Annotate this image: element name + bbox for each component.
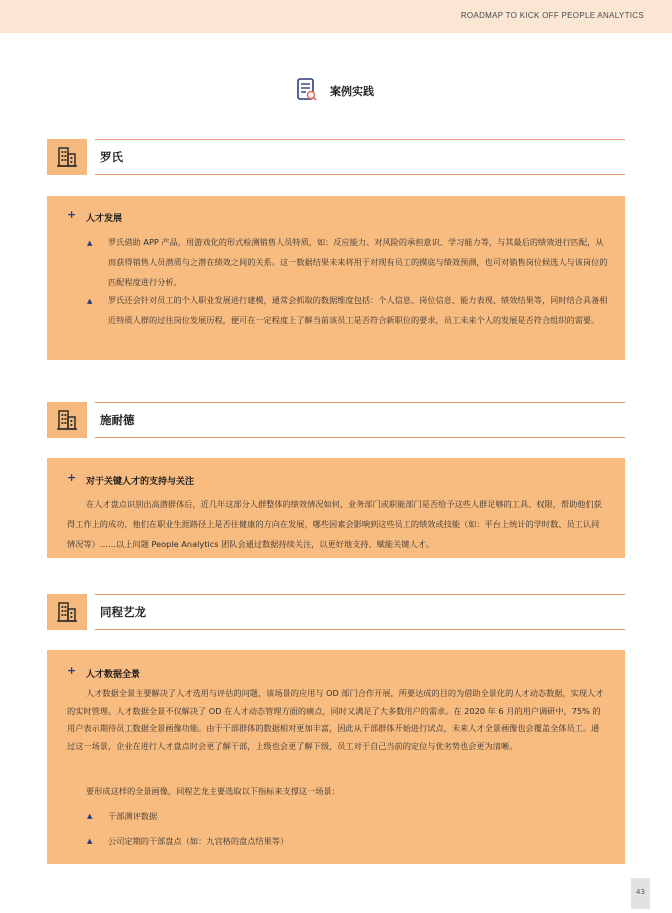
top-bar — [0, 0, 672, 33]
case-panel — [47, 650, 625, 864]
triangle-bullet-icon: ▲ — [87, 239, 93, 247]
section-heading — [0, 78, 672, 102]
case-panel — [47, 458, 625, 558]
bullet-text: 干部测评数据 — [108, 811, 158, 821]
section-title: 案例实践 — [330, 85, 374, 98]
topic-title: 人才数据全景 — [86, 670, 141, 680]
company-header — [47, 402, 625, 438]
company-name: 施耐德 — [100, 413, 135, 427]
divider — [95, 594, 625, 595]
building-icon — [47, 402, 87, 438]
building-icon — [47, 139, 87, 175]
plus-icon: + — [67, 664, 77, 677]
header-title: ROADMAP TO KICK OFF PEOPLE ANALYTICS — [460, 11, 644, 20]
case-panel — [47, 196, 625, 360]
lead-paragraph: 要形成这样的全景画像，同程艺龙主要选取以下指标来支撑这一场景： — [86, 786, 340, 796]
body-paragraph: 人才数据全景主要解决了人才选用与评估的问题，该场景的应用与 OD 部门合作开展，所要达成的目的为借助全景化的人才动态数据，实现人才的实时管理。人才数据全景不仅解决了 OD 在人才动态管理方面的痛点，同时又满足了大多数用户的需求。在 2020 年 6 月的用户调研中，75% 的用户表示期待员工数据全景画像功能。由于干部群体的数据相对更加丰富，因此从干部群体开始进行试点，未来人才全景画像也会覆盖全体员工。通过这一场景，企业在进行人才盘点时会更了解干部，上级也会更了解下级，员工对于自己当前的定位与优劣势也会更为清晰。 — [67, 688, 604, 751]
company-name: 同程艺龙 — [100, 605, 146, 619]
plus-icon: + — [67, 471, 77, 484]
bullet-text: 罗氏借助 APP 产品，用游戏化的形式检测销售人员特质，如：反应能力、对风险的承担意识、学习能力等，与其最后的绩效进行匹配，从而获得销售人员潜质与之潜在绩效之间的关系。这一数据结果未来将用于对现有员工的摸底与绩效预测，也可对销售岗位候选人与该岗位的匹配程度进行分析。 — [108, 237, 608, 287]
company-header — [47, 139, 625, 175]
building-icon — [47, 594, 87, 630]
bullet-text: 公司定期的干部盘点（如：九宫格的盘点结果等） — [108, 836, 289, 846]
divider — [95, 629, 625, 630]
company-name: 罗氏 — [100, 150, 123, 164]
divider — [95, 174, 625, 175]
company-header — [47, 594, 625, 630]
page-number: 43 — [636, 888, 645, 896]
divider — [95, 139, 625, 140]
divider — [95, 437, 625, 438]
triangle-bullet-icon: ▲ — [87, 837, 93, 845]
triangle-bullet-icon: ▲ — [87, 812, 93, 820]
triangle-bullet-icon: ▲ — [87, 297, 93, 305]
plus-icon: + — [67, 208, 77, 221]
divider — [95, 402, 625, 403]
bullet-text: 罗氏还会针对员工的个人职业发展进行建模，通常会抓取的数据维度包括：个人信息、岗位信息、能力表现、绩效结果等，同时结合具备相近特质人群的过往岗位发展历程，便可在一定程度上了解当前该员工是否符合新职位的要求，员工未来个人的发展是否符合组织的需要。 — [108, 295, 608, 325]
topic-title: 对于关键人才的支持与关注 — [86, 477, 195, 487]
document-icon — [296, 78, 318, 102]
page-number-tab — [631, 878, 650, 909]
body-paragraph: 在人才盘点识别出高潜群体后，近几年这部分人群整体的绩效情况如何，业务部门或职能部门是否给予这些人群足够的工具、权限，帮助他们获得工作上的成功，他们在职业生涯路径上是否往健康的方向在发展，哪些因素会影响到这些员工的绩效或技能（如：平台上统计的学时数、员工认同情况等）……以上问题 People Analytics 团队会通过数据持续关注，以更好地支持、赋能关键人才。 — [67, 499, 602, 549]
topic-title: 人才发展 — [86, 214, 123, 224]
